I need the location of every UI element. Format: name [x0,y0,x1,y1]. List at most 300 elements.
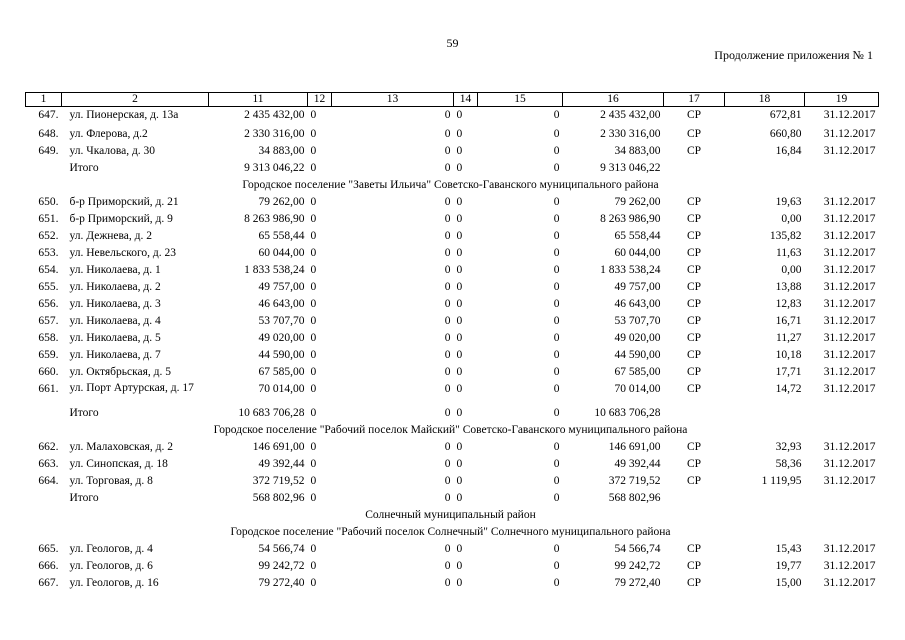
table-cell: СР [686,247,702,259]
table-row [26,213,879,230]
table-cell: 2 330 316,00 [600,128,661,140]
table-cell: 0 [310,560,317,572]
table-cell: ул. Синопская, д. 18 [69,458,168,470]
table-cell: 0 [444,230,451,242]
table-cell: 666. [38,560,59,572]
total-row [26,492,879,509]
table-cell: 34 883,00 [614,145,661,157]
column-header: 15 [478,93,563,107]
section-heading-row [26,179,879,196]
table-cell: 49 757,00 [258,281,305,293]
table-cell: 79 272,40 [614,577,661,589]
table-cell [805,492,879,509]
table-cell: 649. [38,145,59,157]
table-cell: 0 [444,475,451,487]
total-row [26,162,879,179]
table-cell: 0 [553,560,560,572]
table-cell: 31.12.2017 [823,383,876,395]
table-cell: 0 [444,162,451,174]
table-cell: 60 044,00 [258,247,305,259]
column-header: 14 [454,93,478,107]
table-row [26,366,879,383]
table-cell: 0 [456,441,463,453]
table-cell: 31.12.2017 [823,560,876,572]
table-cell: 53 707,70 [614,315,661,327]
table-cell: 0 [553,230,560,242]
table-cell: 8 263 986,90 [244,213,305,225]
table-cell [664,162,725,179]
table-cell: 79 272,40 [258,577,305,589]
table-cell: 53 707,70 [258,315,305,327]
table-cell: 653. [38,247,59,259]
table-cell: СР [686,298,702,310]
table-cell: 31.12.2017 [823,298,876,310]
table-cell: 12,83 [775,298,802,310]
table-cell: СР [686,577,702,589]
table-cell: 11,27 [776,332,802,344]
table-cell: 2 330 316,00 [244,128,305,140]
table-cell: 0 [456,247,463,259]
table-cell: 0 [444,349,451,361]
table-cell: ул. Николаева, д. 3 [69,298,161,310]
table-cell: 661. [38,383,59,395]
table-cell: 0 [553,577,560,589]
table-cell: СР [686,349,702,361]
table-cell: 647. [38,109,59,121]
table-cell: 0 [553,264,560,276]
page-number: 59 [446,36,459,50]
section-heading-row [26,526,879,543]
table-cell: СР [686,560,702,572]
table-row [26,107,879,129]
table-cell: 0 [444,298,451,310]
table-cell: 0 [456,196,463,208]
table-cell: СР [686,383,702,395]
table-row [26,145,879,162]
table-cell: 0 [310,543,317,555]
table-cell: 31.12.2017 [823,247,876,259]
table-row [26,315,879,332]
table-row [26,441,879,458]
table-cell: ул. Чкалова, д. 30 [69,145,156,157]
table-cell: 65 558,44 [614,230,661,242]
table-cell: 0 [310,458,317,470]
table-cell: СР [686,543,702,555]
table-cell: ул. Геологов, д. 6 [69,560,153,572]
table-cell: 34 883,00 [258,145,305,157]
table-cell: 0 [456,475,463,487]
table-cell: 0 [553,213,560,225]
table-cell: 0 [553,441,560,453]
table-cell: 79 262,00 [614,196,661,208]
table-cell: 665. [38,543,59,555]
header-row [26,93,879,107]
table-cell: 372 719,52 [252,475,305,487]
table-cell: 652. [38,230,59,242]
table-cell [805,407,879,424]
table-cell: 11,63 [776,247,802,259]
table-cell: 1 119,95 [761,475,802,487]
table-cell: СР [686,475,702,487]
table-cell: 0 [456,407,463,419]
table-row [26,458,879,475]
table-cell [26,407,62,424]
table-cell: 49 020,00 [258,332,305,344]
table-row [26,543,879,560]
table-cell: ул. Малаховская, д. 2 [69,441,173,453]
table-cell: СР [686,109,702,121]
table-cell: 2 435 432,00 [244,109,305,121]
table-cell: 0 [444,213,451,225]
table-cell: 2 435 432,00 [600,109,661,121]
table-cell: 0 [310,441,317,453]
table-cell: 99 242,72 [614,560,661,572]
table-cell: 0 [456,298,463,310]
table-row [26,196,879,213]
table-cell: 1 833 538,24 [244,264,305,276]
table-cell: 14,72 [775,383,802,395]
table-cell: 0 [456,543,463,555]
total-label: Итого [69,492,99,504]
table-cell: 659. [38,349,59,361]
table-cell: 0 [553,281,560,293]
table-row [26,577,879,594]
table-cell: 0 [553,407,560,419]
table-cell: ул. Николаева, д. 2 [69,281,161,293]
table-cell: 70 014,00 [258,383,305,395]
table-cell: 0,00 [781,264,802,276]
table-cell: 0 [444,577,451,589]
table-row [26,281,879,298]
table-cell: 0 [444,543,451,555]
table-cell: 0 [456,264,463,276]
table-cell: 651. [38,213,59,225]
appendix-subtitle: Продолжение приложения № 1 [714,48,873,62]
table-cell: 0 [553,247,560,259]
table-cell: 31.12.2017 [823,475,876,487]
table-cell: 0 [553,315,560,327]
table-cell [725,407,805,424]
table-cell: 49 392,44 [614,458,661,470]
table-cell: 0 [444,383,451,395]
table-cell: СР [686,196,702,208]
table-cell: 60 044,00 [614,247,661,259]
table-cell: 0 [456,145,463,157]
table-cell: 46 643,00 [614,298,661,310]
table-cell: 0 [456,458,463,470]
table-cell: СР [686,332,702,344]
table-cell: б-р Приморский, д. 9 [69,213,173,225]
table-cell: 54 566,74 [258,543,305,555]
table-cell: 0 [310,349,317,361]
table-cell [26,492,62,509]
table-cell: 0 [456,492,463,504]
table-cell: 0 [310,281,317,293]
table-cell: 9 313 046,22 [244,162,305,174]
table-cell: ул. Дежнева, д. 2 [69,230,153,242]
table-row [26,383,879,407]
table-cell: 0 [444,109,451,121]
table-row [26,332,879,349]
column-header: 19 [805,93,879,107]
table-cell: 0 [444,332,451,344]
table-cell: 372 719,52 [608,475,661,487]
table-cell: 16,71 [775,315,802,327]
column-header: 1 [26,93,62,107]
table-cell: 0 [444,441,451,453]
table-cell: 8 263 986,90 [600,213,661,225]
table-cell: 15,43 [775,543,802,555]
table-cell: ул. Николаева, д. 5 [69,332,161,344]
table-cell: 31.12.2017 [823,366,876,378]
table-cell: ул. Невельского, д. 23 [69,247,176,259]
table-cell: СР [686,458,702,470]
table-cell: 31.12.2017 [823,315,876,327]
table-cell: 0 [444,492,451,504]
table-cell: ул. Октябрьская, д. 5 [69,366,171,378]
table-cell: 0 [310,366,317,378]
table-cell: 1 833 538,24 [600,264,661,276]
table-cell: 0 [310,332,317,344]
table-cell: 0 [456,560,463,572]
table-cell: 650. [38,196,59,208]
table-cell: 0 [553,383,560,395]
table-cell: 99 242,72 [258,560,305,572]
total-row [26,407,879,424]
table-cell: ул. Николаева, д. 4 [69,315,161,327]
column-header: 18 [725,93,805,107]
table-cell: 0 [310,577,317,589]
table-cell: 0 [310,213,317,225]
table-cell: 660. [38,366,59,378]
table-cell: 656. [38,298,59,310]
table-cell: ул. Пионерская, д. 13а [69,109,179,121]
table-cell: 31.12.2017 [823,128,876,140]
table-cell: 654. [38,264,59,276]
table-cell: 664. [38,475,59,487]
table-cell: 44 590,00 [258,349,305,361]
table-cell: 0 [444,128,451,140]
table-cell: 648. [38,128,59,140]
table-cell: 0 [444,366,451,378]
table-cell: 0 [456,577,463,589]
table-cell: СР [686,366,702,378]
table-cell: 31.12.2017 [823,332,876,344]
table-cell: 0 [444,458,451,470]
table-row [26,264,879,281]
table-cell: 0 [456,162,463,174]
table-cell: 19,63 [775,196,802,208]
table-cell: 10 683 706,28 [238,407,305,419]
table-cell [26,162,62,179]
table-cell: 49 392,44 [258,458,305,470]
table-cell: ул. Порт Артурская, д. 17 [69,382,194,394]
table-cell: СР [686,264,702,276]
table-cell: 31.12.2017 [823,577,876,589]
table-cell: 31.12.2017 [823,213,876,225]
table-cell: 9 313 046,22 [600,162,661,174]
table-cell: 0 [310,407,317,419]
table-cell: 0 [310,264,317,276]
table-cell: 79 262,00 [258,196,305,208]
table-cell [725,492,805,509]
table-cell: 15,00 [775,577,802,589]
table-cell: 0 [553,366,560,378]
table-cell: 655. [38,281,59,293]
table-cell: 0 [553,196,560,208]
table-cell: 0 [444,281,451,293]
table-cell: 19,77 [775,560,802,572]
section-heading: Солнечный муниципальный район [365,509,536,521]
table-cell: 146 691,00 [252,441,305,453]
table-cell: СР [686,230,702,242]
table-cell: 44 590,00 [614,349,661,361]
table-cell: 662. [38,441,59,453]
table-cell: 667. [38,577,59,589]
table-cell: 0 [310,128,317,140]
table-cell: 672,81 [769,109,802,121]
table-cell: ул. Флерова, д.2 [69,128,148,140]
table-cell: 0 [553,475,560,487]
table-row [26,128,879,145]
table-cell: 146 691,00 [608,441,661,453]
table-cell: 49 020,00 [614,332,661,344]
table-cell: 46 643,00 [258,298,305,310]
table-cell: СР [686,145,702,157]
total-label: Итого [69,162,99,174]
table-cell: 67 585,00 [258,366,305,378]
table-cell: ул. Николаева, д. 7 [69,349,161,361]
table-cell: 0 [553,492,560,504]
table-cell: 0 [553,145,560,157]
table-cell: 0 [310,475,317,487]
table-cell: 0 [456,213,463,225]
section-heading: Городское поселение "Рабочий поселок Солнечный" Солнечного муниципального района [230,526,671,538]
table-cell: 0 [456,383,463,395]
table-cell: 0 [310,145,317,157]
table-cell: 568 802,96 [252,492,305,504]
table-cell: 0 [444,315,451,327]
table-row [26,560,879,577]
section-heading: Городское поселение "Рабочий поселок Майский" Советско-Гаванского муниципального района [213,424,688,436]
table-cell: 0 [553,298,560,310]
table-cell: СР [686,441,702,453]
table-cell: 135,82 [769,230,802,242]
table-cell: 0 [310,383,317,395]
column-header: 11 [209,93,308,107]
table-cell [664,407,725,424]
table-cell: 31.12.2017 [823,441,876,453]
table-cell: 0 [310,230,317,242]
table-cell: 0 [456,332,463,344]
section-heading: Городское поселение "Заветы Ильича" Советско-Гаванского муниципального района [242,179,659,191]
table-cell: 0 [553,128,560,140]
table-cell: 0 [444,407,451,419]
table-cell: 0 [444,264,451,276]
table-row [26,298,879,315]
table-cell: 31.12.2017 [823,543,876,555]
table-cell: 31.12.2017 [823,264,876,276]
table-cell [725,162,805,179]
table-cell: 31.12.2017 [823,458,876,470]
table-cell: ул. Николаева, д. 1 [69,264,161,276]
table-row [26,247,879,264]
table-cell: 17,71 [775,366,802,378]
column-header: 12 [308,93,332,107]
table-row [26,349,879,366]
table-cell: 0 [444,560,451,572]
table-cell: 31.12.2017 [823,109,876,121]
table-cell: 0 [310,162,317,174]
table-cell: СР [686,213,702,225]
table-cell: 0 [456,281,463,293]
column-header: 13 [332,93,454,107]
table-cell [664,492,725,509]
table-cell: 0 [456,315,463,327]
table-cell: 0 [456,366,463,378]
table-cell: 0 [444,196,451,208]
section-heading-row [26,424,879,441]
data-table [25,92,879,594]
table-cell: 0 [310,492,317,504]
table-cell: 13,88 [775,281,802,293]
table-cell [805,162,879,179]
table-cell: 31.12.2017 [823,230,876,242]
table-cell: 0 [310,298,317,310]
table-cell: ул. Геологов, д. 16 [69,577,159,589]
table-cell: ул. Торговая, д. 8 [69,475,153,487]
table-cell: 54 566,74 [614,543,661,555]
table-cell: 0 [456,128,463,140]
table-cell: 0 [456,230,463,242]
table-cell: 10 683 706,28 [594,407,661,419]
table-cell: 10,18 [775,349,802,361]
table-cell: 0 [553,162,560,174]
table-cell: 0 [553,109,560,121]
column-header: 17 [664,93,725,107]
table-cell: 31.12.2017 [823,145,876,157]
table-cell: 568 802,96 [608,492,661,504]
table-cell: 58,36 [775,458,802,470]
table-cell: 31.12.2017 [823,196,876,208]
table-cell: 0 [444,145,451,157]
table-row [26,230,879,247]
column-header: 2 [62,93,209,107]
table-cell: СР [686,281,702,293]
section-heading-row [26,509,879,526]
total-label: Итого [69,407,99,419]
table-cell: 65 558,44 [258,230,305,242]
table-cell: СР [686,315,702,327]
table-cell: 16,84 [775,145,802,157]
table-cell: 0 [553,332,560,344]
table-cell: 0 [456,109,463,121]
table-cell: 657. [38,315,59,327]
table-cell: 663. [38,458,59,470]
table-cell: 49 757,00 [614,281,661,293]
table-cell: 0 [553,543,560,555]
table-cell: 660,80 [769,128,802,140]
table-cell: 0 [444,247,451,259]
table-cell: 0 [553,458,560,470]
table-cell: 0 [310,109,317,121]
table-cell: 0 [553,349,560,361]
table-cell: 31.12.2017 [823,281,876,293]
table-cell: 658. [38,332,59,344]
table-cell: 70 014,00 [614,383,661,395]
table-cell: 0 [456,349,463,361]
table-cell: 0,00 [781,213,802,225]
